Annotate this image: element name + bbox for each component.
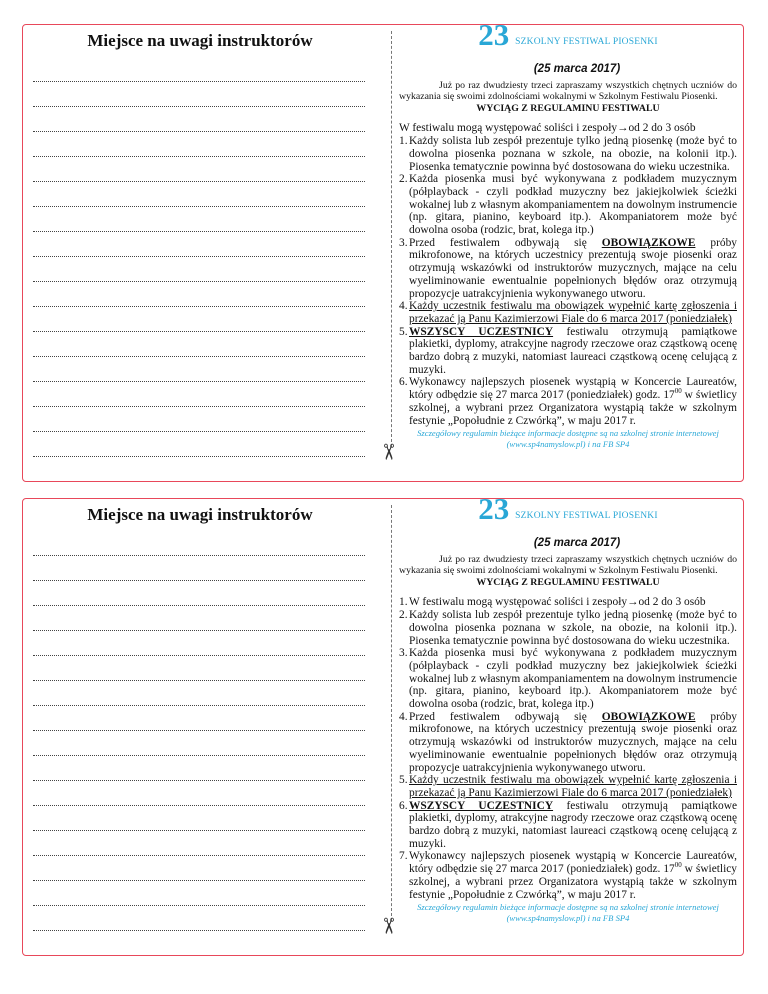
cut-line <box>391 505 392 921</box>
festival-name: SZKOLNY FESTIWAL PIOSENKI <box>515 37 658 47</box>
note-line <box>33 606 365 631</box>
rule-item: 7. Wykonawcy najlepszych piosenek wystąpią w Koncercie Laureatów, który odbędzie się 27 marca 2017 (poniedziałek) godz. $17^{00}$ w świetlicy szkolnej, a wybrani przez Organizatora wystąpią także w szkolnym festynie „Popołudnie z Czwórką”, w maju 2017 r. <box>399 850 738 901</box>
rule-item: 1. Każdy solista lub zespół prezentuje tylko jedną piosenkę (może być to dowolna piosenka poznana w szkole, na obozie, na kolonii itp.). Piosenka tematycznie powinna być dostosowana do wieku uczestnika. <box>399 135 737 173</box>
flyer-card-bottom <box>22 491 744 956</box>
scissors-icon: ✂ <box>375 916 401 936</box>
rules-list <box>399 596 737 901</box>
note-line <box>33 556 365 581</box>
festival-info <box>399 17 738 449</box>
rule-item: 5. WSZYSCY UCZESTNICY festiwalu otrzymują pamiątkowe plakietki, dyplomy, atrakcyjne nagrody rzeczowe oraz cząstkową ocenę bardzo dobrą z muzyki, natomiast laureaci cząstkową ocenę celującą z muzyki. <box>399 325 737 376</box>
festival-number: 23 <box>478 491 510 526</box>
note-line <box>33 756 365 781</box>
festival-header <box>399 491 737 535</box>
rule-item: 2. Każdy solista lub zespół prezentuje tylko jedną piosenkę (może być to dowolna piosenka poznana w szkole, na obozie, na kolonii itp.). Piosenka tematycznie powinna być dostosowana do wieku uczestnika. <box>399 609 737 647</box>
note-line <box>33 157 365 182</box>
note-line <box>33 132 365 157</box>
rule-item: 4. Każdy uczestnik festiwalu ma obowiązek wypełnić kartę zgłoszenia i przekazać ją Panu Kazimierzowi Fiale do 6 marca 2017 (poniedziałek) <box>399 300 737 325</box>
instructor-notes <box>31 31 365 457</box>
note-line <box>33 906 365 931</box>
notes-title: Miejsce na uwagi instruktorów <box>87 505 313 524</box>
rule-item: 2. Każda piosenka musi być wykonywana z podkładem muzycznym (półplayback - czyli podkład muzyczny bez jakiejkolwiek ścieżki wokalnej lub z własnym akompaniamentem na dowolnym instrumencie (np. gitara, pianino, keyboard itp.). Akompaniatorem może być dowolna osoba (rodzic, brat, kolega itp.) <box>399 173 737 237</box>
note-line <box>33 781 365 806</box>
note-line <box>33 631 365 656</box>
instructor-notes <box>31 505 365 931</box>
note-line <box>33 432 365 457</box>
rule-item: 6. Wykonawcy najlepszych piosenek wystąpią w Koncercie Laureatów, który odbędzie się 27 marca 2017 (poniedziałek) godz. $17^{00}$ w świetlicy szkolnej, a wybrani przez Organizatora wystąpią także w szkolnym festynie „Popołudnie z Czwórką”, w maju 2017 r. <box>399 376 738 427</box>
note-line <box>33 332 365 357</box>
flyer-card-top <box>22 17 744 482</box>
rule-item: 6. WSZYSCY UCZESTNICY festiwalu otrzymują pamiątkowe plakietki, dyplomy, atrakcyjne nagrody rzeczowe oraz cząstkową ocenę bardzo dobrą z muzyki, natomiast laureaci cząstkową ocenę celującą z muzyki. <box>399 799 737 850</box>
festival-header <box>399 17 737 61</box>
note-line <box>33 282 365 307</box>
rule-item: 5. Każdy uczestnik festiwalu ma obowiązek wypełnić kartę zgłoszenia i przekazać ją Panu Kazimierzowi Fiale do 6 marca 2017 (poniedziałek) <box>399 774 737 799</box>
note-line <box>33 232 365 257</box>
note-line <box>33 82 365 107</box>
festival-date: (25 marca 2017) <box>533 537 621 549</box>
note-line <box>33 656 365 681</box>
note-line <box>33 107 365 132</box>
note-line <box>33 531 365 556</box>
scissors-icon: ✂ <box>375 442 401 462</box>
festival-intro: Już po raz dwudziesty trzeci zapraszamy wszystkich chętnych uczniów do wykazania się swoimi zdolnościami wokalnymi w Szkolnym Festiwalu Piosenki. <box>399 79 737 102</box>
festival-number: 23 <box>478 17 510 52</box>
note-line <box>33 681 365 706</box>
note-line <box>33 881 365 906</box>
note-line <box>33 357 365 382</box>
footer-note: Szczegółowy regulamin bieżące informacje dostępne są na szkolnej stronie internetowej (www.sp4namyslow.pl) i na FB SP4 <box>417 902 719 923</box>
footer-note: Szczegółowy regulamin bieżące informacje dostępne są na szkolnej stronie internetowej (www.sp4namyslow.pl) i na FB SP4 <box>417 428 719 449</box>
note-line <box>33 307 365 332</box>
festival-name: SZKOLNY FESTIWAL PIOSENKI <box>515 511 658 521</box>
note-line <box>33 731 365 756</box>
note-line <box>33 57 365 82</box>
rule-item: 4. Przed festiwalem odbywają się OBOWIĄZKOWE próby mikrofonowe, na których uczestnicy prezentują swoje piosenki oraz otrzymują wskazówki od instruktorów muzycznych, mające na celu wyeliminowanie ewentualnie popełnionych błędów oraz otrzymują propozycje uatrakcyjnienia wykonywanego utworu. <box>399 710 737 774</box>
note-line <box>33 706 365 731</box>
festival-intro: Już po raz dwudziesty trzeci zapraszamy wszystkich chętnych uczniów do wykazania się swoimi zdolnościami wokalnymi w Szkolnym Festiwalu Piosenki. <box>399 553 737 576</box>
rule-item: 1. W festiwalu mogą występować soliści i zespoły→od 2 do 3 osób <box>399 596 706 609</box>
cut-line <box>391 31 392 447</box>
festival-date: (25 marca 2017) <box>533 63 621 75</box>
note-line <box>33 856 365 881</box>
note-line <box>33 207 365 232</box>
rule-item: 3. Każda piosenka musi być wykonywana z podkładem muzycznym (półplayback - czyli podkład muzyczny bez jakiejkolwiek ścieżki wokalnej lub z własnym akompaniamentem na dowolnym instrumencie (np. gitara, pianino, keyboard itp.). Akompaniatorem może być dowolna osoba (rodzic, brat, kolega itp.) <box>399 647 737 711</box>
festival-info <box>399 491 738 923</box>
rule-item: 3. Przed festiwalem odbywają się OBOWIĄZKOWE próby mikrofonowe, na których uczestnicy prezentują swoje piosenki oraz otrzymują wskazówki od instruktorów muzycznych, mające na celu wyeliminowanie ewentualnie popełnionych błędów oraz otrzymują propozycje uatrakcyjnienia wykonywanego utworu. <box>399 236 737 300</box>
note-line <box>33 382 365 407</box>
note-line <box>33 182 365 207</box>
note-line <box>33 831 365 856</box>
note-line <box>33 407 365 432</box>
extract-title: WYCIĄG Z REGULAMINU FESTIWALU <box>476 576 660 588</box>
extract-title: WYCIĄG Z REGULAMINU FESTIWALU <box>476 102 660 114</box>
note-line <box>33 257 365 282</box>
rule-solo: W festiwalu mogą występować soliści i zespoły→od 2 do 3 osób <box>399 122 696 135</box>
note-line <box>33 806 365 831</box>
rules-list <box>399 135 737 427</box>
notes-title: Miejsce na uwagi instruktorów <box>87 31 313 50</box>
note-line <box>33 581 365 606</box>
